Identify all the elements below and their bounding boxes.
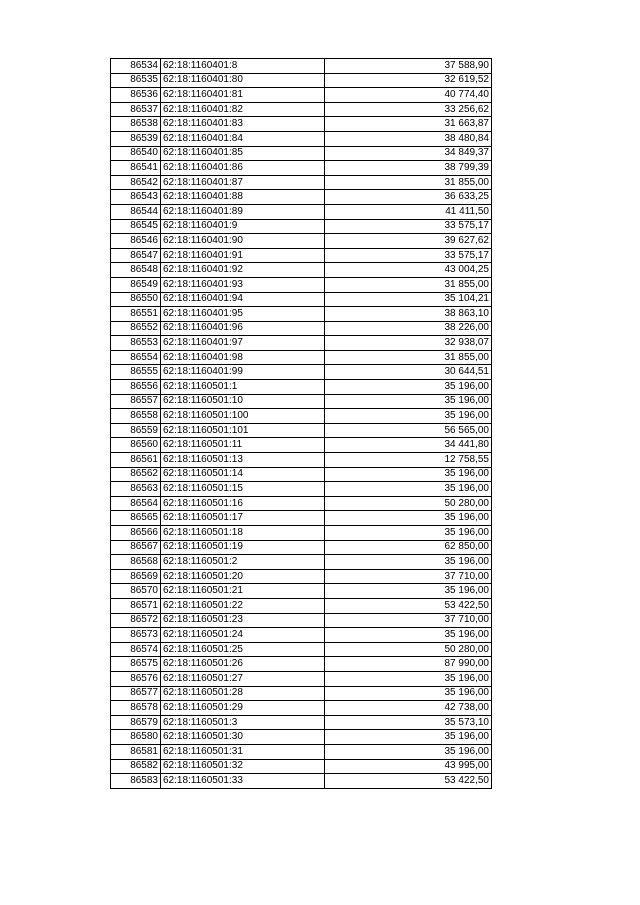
table-row [111,365,492,380]
table-row [111,511,492,526]
table-row [111,569,492,584]
table-row [111,277,492,292]
table-row [111,482,492,497]
cadastral-number-cell: 62:18:1160401:84 [161,131,325,146]
value-cell: 35 196,00 [325,526,492,541]
value-cell: 38 799,39 [325,161,492,176]
row-id-cell: 86549 [111,277,161,292]
row-id-cell: 86582 [111,759,161,774]
row-id-cell: 86537 [111,102,161,117]
row-id-cell: 86574 [111,642,161,657]
value-cell: 36 633,25 [325,190,492,205]
value-cell: 53 422,50 [325,774,492,789]
cadastral-number-cell: 62:18:1160501:29 [161,701,325,716]
table-row [111,248,492,263]
value-cell: 35 573,10 [325,715,492,730]
row-id-cell: 86579 [111,715,161,730]
table-row [111,730,492,745]
row-id-cell: 86576 [111,671,161,686]
table-row [111,453,492,468]
value-cell: 30 644,51 [325,365,492,380]
table-row [111,715,492,730]
cadastral-number-cell: 62:18:1160401:90 [161,234,325,249]
row-id-cell: 86546 [111,234,161,249]
table-row [111,671,492,686]
row-id-cell: 86545 [111,219,161,234]
row-id-cell: 86542 [111,175,161,190]
cadastral-number-cell: 62:18:1160401:9 [161,219,325,234]
row-id-cell: 86577 [111,686,161,701]
row-id-cell: 86541 [111,161,161,176]
table-row [111,307,492,322]
cadastral-number-cell: 62:18:1160501:22 [161,598,325,613]
value-cell: 35 196,00 [325,409,492,424]
value-cell: 33 256,62 [325,102,492,117]
table-row [111,117,492,132]
row-id-cell: 86564 [111,496,161,511]
value-cell: 38 863,10 [325,307,492,322]
table-body [111,59,492,789]
table-row [111,190,492,205]
cadastral-number-cell: 62:18:1160401:8 [161,59,325,74]
cadastral-number-cell: 62:18:1160401:95 [161,307,325,322]
table-row [111,394,492,409]
row-id-cell: 86560 [111,438,161,453]
row-id-cell: 86556 [111,380,161,395]
table-row [111,467,492,482]
cadastral-number-cell: 62:18:1160501:28 [161,686,325,701]
value-cell: 12 758,55 [325,453,492,468]
row-id-cell: 86554 [111,350,161,365]
value-cell: 50 280,00 [325,642,492,657]
cadastral-number-cell: 62:18:1160501:32 [161,759,325,774]
row-id-cell: 86562 [111,467,161,482]
table-row [111,409,492,424]
value-cell: 50 280,00 [325,496,492,511]
value-cell: 35 196,00 [325,671,492,686]
row-id-cell: 86575 [111,657,161,672]
value-cell: 31 663,87 [325,117,492,132]
table-row [111,642,492,657]
data-table [110,58,492,789]
value-cell: 35 196,00 [325,686,492,701]
row-id-cell: 86559 [111,423,161,438]
table-row [111,598,492,613]
row-id-cell: 86583 [111,774,161,789]
table-row [111,555,492,570]
value-cell: 40 774,40 [325,88,492,103]
row-id-cell: 86568 [111,555,161,570]
row-id-cell: 86578 [111,701,161,716]
table-row [111,161,492,176]
value-cell: 35 104,21 [325,292,492,307]
cadastral-number-cell: 62:18:1160401:99 [161,365,325,380]
row-id-cell: 86569 [111,569,161,584]
table-row [111,59,492,74]
cadastral-number-cell: 62:18:1160501:30 [161,730,325,745]
value-cell: 31 855,00 [325,175,492,190]
table-row [111,73,492,88]
value-cell: 35 196,00 [325,730,492,745]
table-row [111,336,492,351]
row-id-cell: 86573 [111,628,161,643]
value-cell: 32 619,52 [325,73,492,88]
table-row [111,102,492,117]
cadastral-number-cell: 62:18:1160501:24 [161,628,325,643]
row-id-cell: 86540 [111,146,161,161]
row-id-cell: 86567 [111,540,161,555]
table-row [111,657,492,672]
value-cell: 35 196,00 [325,467,492,482]
cadastral-number-cell: 62:18:1160401:89 [161,204,325,219]
cadastral-number-cell: 62:18:1160501:26 [161,657,325,672]
table-row [111,759,492,774]
cadastral-number-cell: 62:18:1160501:33 [161,774,325,789]
row-id-cell: 86553 [111,336,161,351]
cadastral-number-cell: 62:18:1160401:86 [161,161,325,176]
table-row [111,423,492,438]
value-cell: 43 995,00 [325,759,492,774]
table-row [111,584,492,599]
table-row [111,131,492,146]
cadastral-number-cell: 62:18:1160501:27 [161,671,325,686]
table-row [111,380,492,395]
table-row [111,146,492,161]
table-row [111,263,492,278]
cadastral-number-cell: 62:18:1160501:21 [161,584,325,599]
cadastral-number-cell: 62:18:1160401:92 [161,263,325,278]
table-row [111,175,492,190]
cadastral-number-cell: 62:18:1160501:10 [161,394,325,409]
cadastral-number-cell: 62:18:1160501:16 [161,496,325,511]
cadastral-number-cell: 62:18:1160501:101 [161,423,325,438]
value-cell: 53 422,50 [325,598,492,613]
table-row [111,219,492,234]
value-cell: 32 938,07 [325,336,492,351]
cadastral-number-cell: 62:18:1160401:93 [161,277,325,292]
cadastral-number-cell: 62:18:1160401:98 [161,350,325,365]
row-id-cell: 86561 [111,453,161,468]
value-cell: 43 004,25 [325,263,492,278]
row-id-cell: 86572 [111,613,161,628]
cadastral-number-cell: 62:18:1160401:85 [161,146,325,161]
cadastral-number-cell: 62:18:1160501:3 [161,715,325,730]
table-row [111,526,492,541]
cadastral-number-cell: 62:18:1160501:17 [161,511,325,526]
value-cell: 39 627,62 [325,234,492,249]
cadastral-number-cell: 62:18:1160501:100 [161,409,325,424]
value-cell: 37 710,00 [325,569,492,584]
value-cell: 38 480,84 [325,131,492,146]
value-cell: 33 575,17 [325,219,492,234]
table-row [111,204,492,219]
cadastral-number-cell: 62:18:1160501:11 [161,438,325,453]
value-cell: 35 196,00 [325,555,492,570]
row-id-cell: 86557 [111,394,161,409]
cadastral-number-cell: 62:18:1160501:14 [161,467,325,482]
row-id-cell: 86581 [111,744,161,759]
cadastral-number-cell: 62:18:1160401:80 [161,73,325,88]
table-row [111,613,492,628]
cadastral-number-cell: 62:18:1160401:83 [161,117,325,132]
value-cell: 35 196,00 [325,380,492,395]
cadastral-number-cell: 62:18:1160401:94 [161,292,325,307]
row-id-cell: 86548 [111,263,161,278]
cadastral-number-cell: 62:18:1160501:25 [161,642,325,657]
value-cell: 35 196,00 [325,628,492,643]
value-cell: 35 196,00 [325,744,492,759]
value-cell: 56 565,00 [325,423,492,438]
value-cell: 42 738,00 [325,701,492,716]
value-cell: 62 850,00 [325,540,492,555]
row-id-cell: 86547 [111,248,161,263]
cadastral-number-cell: 62:18:1160501:31 [161,744,325,759]
cadastral-number-cell: 62:18:1160501:23 [161,613,325,628]
table-row [111,686,492,701]
row-id-cell: 86551 [111,307,161,322]
table-row [111,774,492,789]
row-id-cell: 86570 [111,584,161,599]
table-row [111,540,492,555]
table-row [111,744,492,759]
row-id-cell: 86535 [111,73,161,88]
table-row [111,234,492,249]
cadastral-number-cell: 62:18:1160401:81 [161,88,325,103]
cadastral-number-cell: 62:18:1160501:20 [161,569,325,584]
value-cell: 37 588,90 [325,59,492,74]
cadastral-number-cell: 62:18:1160501:19 [161,540,325,555]
row-id-cell: 86552 [111,321,161,336]
value-cell: 35 196,00 [325,394,492,409]
table-row [111,321,492,336]
cadastral-number-cell: 62:18:1160501:1 [161,380,325,395]
value-cell: 34 849,37 [325,146,492,161]
value-cell: 31 855,00 [325,277,492,292]
row-id-cell: 86536 [111,88,161,103]
row-id-cell: 86543 [111,190,161,205]
cadastral-number-cell: 62:18:1160501:18 [161,526,325,541]
value-cell: 35 196,00 [325,584,492,599]
row-id-cell: 86538 [111,117,161,132]
cadastral-number-cell: 62:18:1160401:88 [161,190,325,205]
row-id-cell: 86544 [111,204,161,219]
cadastral-number-cell: 62:18:1160401:96 [161,321,325,336]
row-id-cell: 86563 [111,482,161,497]
value-cell: 33 575,17 [325,248,492,263]
cadastral-number-cell: 62:18:1160401:82 [161,102,325,117]
table-row [111,701,492,716]
row-id-cell: 86539 [111,131,161,146]
table-row [111,496,492,511]
cadastral-number-cell: 62:18:1160401:87 [161,175,325,190]
table-row [111,292,492,307]
row-id-cell: 86571 [111,598,161,613]
row-id-cell: 86534 [111,59,161,74]
table-row [111,350,492,365]
value-cell: 35 196,00 [325,482,492,497]
cadastral-number-cell: 62:18:1160501:2 [161,555,325,570]
value-cell: 87 990,00 [325,657,492,672]
row-id-cell: 86565 [111,511,161,526]
value-cell: 38 226,00 [325,321,492,336]
row-id-cell: 86566 [111,526,161,541]
row-id-cell: 86555 [111,365,161,380]
row-id-cell: 86580 [111,730,161,745]
table-row [111,88,492,103]
row-id-cell: 86558 [111,409,161,424]
cadastral-number-cell: 62:18:1160401:91 [161,248,325,263]
value-cell: 37 710,00 [325,613,492,628]
value-cell: 34 441,80 [325,438,492,453]
value-cell: 35 196,00 [325,511,492,526]
table-row [111,628,492,643]
value-cell: 31 855,00 [325,350,492,365]
row-id-cell: 86550 [111,292,161,307]
value-cell: 41 411,50 [325,204,492,219]
cadastral-number-cell: 62:18:1160401:97 [161,336,325,351]
cadastral-number-cell: 62:18:1160501:13 [161,453,325,468]
table-row [111,438,492,453]
cadastral-number-cell: 62:18:1160501:15 [161,482,325,497]
